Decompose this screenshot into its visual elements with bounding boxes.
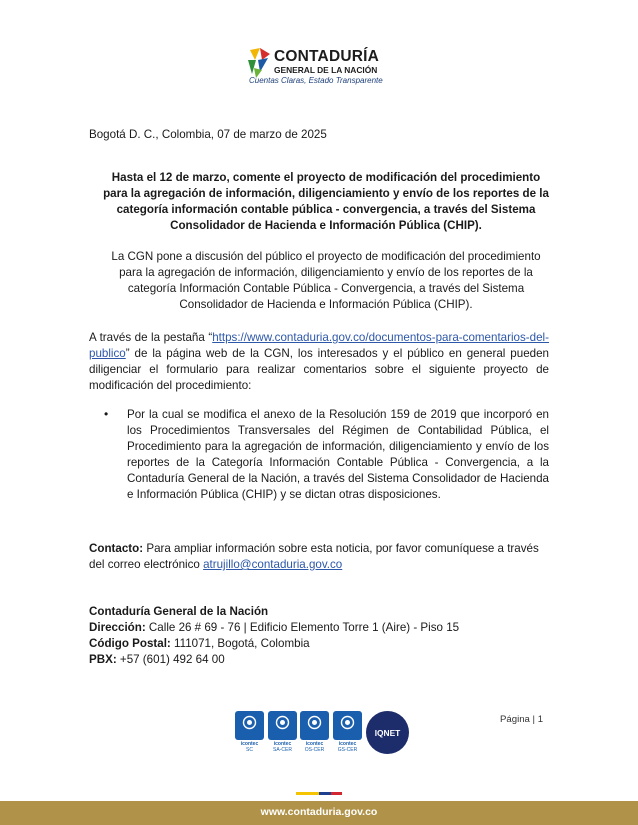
- bullet-icon: •: [104, 407, 109, 421]
- footer-bar: [0, 801, 638, 825]
- comments-link[interactable]: https://www.contaduria.gov.co/documentos-para-comentarios-del-publico: [89, 331, 549, 360]
- cert-brand: icontec: [305, 741, 324, 747]
- paragraph-post: ” de la página web de la CGN, los interesados y el público en general pueden diligenciar el formulario para realizar comentarios sobre el siguiente proyecto de modificación del procedimiento:: [89, 347, 549, 392]
- cert-brand: icontec: [338, 741, 357, 747]
- contact-paragraph: [89, 541, 549, 573]
- intro-paragraph: La CGN pone a discusión del público el proyecto de modificación del procedimiento para la agregación de información, diligenciamiento y envío de los reportes de la categoría Información Contable Pública - Convergencia, a través del Sistema Consolidador de Hacienda e Información Pública (CHIP).: [111, 250, 541, 311]
- certification-seal-icon: [340, 715, 355, 730]
- cert-code: GS-CER: [337, 747, 358, 753]
- headline: Hasta el 12 de marzo, comente el proyecto de modificación del procedimiento para la agregación de información, diligenciamiento y envío de los reportes de la categoría información contable pública - convergencia, a través del Sistema Consolidador de Hacienda e Información Pública (CHIP).: [103, 171, 549, 232]
- cgn-logo: [246, 48, 396, 88]
- cgn-emblem-icon: [246, 48, 272, 78]
- signature-org: Contaduría General de la Nación: [89, 605, 269, 618]
- page-number: Página | 1: [500, 714, 544, 725]
- instructions-paragraph: [89, 330, 549, 394]
- cert-brand: icontec: [273, 741, 292, 747]
- cert-code: SA-CER: [273, 747, 292, 753]
- certification-badge: [300, 711, 329, 765]
- postal-code: 111071, Bogotá, Colombia: [170, 637, 310, 650]
- certification-seal-icon: [242, 715, 257, 730]
- colombia-flag-stripe: [296, 792, 342, 795]
- logo-name: CONTADURÍA: [274, 48, 380, 65]
- pbx-label: PBX:: [89, 653, 117, 666]
- cert-code: SC: [246, 747, 253, 753]
- address: Calle 26 # 69 - 76 | Edificio Elemento Torre 1 (Aire) - Piso 15: [145, 621, 460, 634]
- certification-badge: [333, 711, 362, 765]
- cert-brand: icontec: [240, 741, 259, 747]
- signature-block: [89, 604, 459, 668]
- pbx-number: +57 (601) 492 64 00: [116, 653, 225, 666]
- certification-seal-icon: [275, 715, 290, 730]
- footer-website[interactable]: www.contaduria.gov.co: [260, 806, 378, 818]
- paragraph-pre: A través de la pestaña “: [89, 331, 213, 344]
- bullet-item: Por la cual se modifica el anexo de la Resolución 159 de 2019 que incorporó en los Procedimientos Transversales del Régimen de Contabilidad Pública, el Procedimiento para la agregación de información, diligenciamiento y envío de los reportes de la Categoría Información Contable Pública - Convergencia, a la Contaduría General de la Nación, a través del Sistema Consolidador de Hacienda e Información Pública (CHIP) y se dictan otras disposiciones.: [127, 408, 549, 501]
- contact-text: Para ampliar información sobre esta noticia, por favor comuníquese a través del correo electrónico: [89, 542, 539, 571]
- document-date: Bogotá D. C., Colombia, 07 de marzo de 2025: [89, 128, 327, 141]
- postal-label: Código Postal:: [89, 637, 171, 650]
- contact-email-link[interactable]: atrujillo@contaduria.gov.co: [203, 558, 343, 571]
- cert-code: OS-CER: [304, 747, 325, 753]
- logo-subtitle: GENERAL DE LA NACIÓN: [274, 65, 378, 75]
- certification-seal-icon: [307, 715, 322, 730]
- logo-tagline: Cuentas Claras, Estado Transparente: [249, 76, 383, 85]
- iqnet-label: IQNET: [374, 728, 401, 738]
- certification-badge: [235, 711, 264, 765]
- contact-label: Contacto:: [89, 542, 144, 555]
- iqnet-badge: [366, 711, 409, 754]
- certification-badge: [268, 711, 297, 765]
- address-label: Dirección:: [89, 621, 146, 634]
